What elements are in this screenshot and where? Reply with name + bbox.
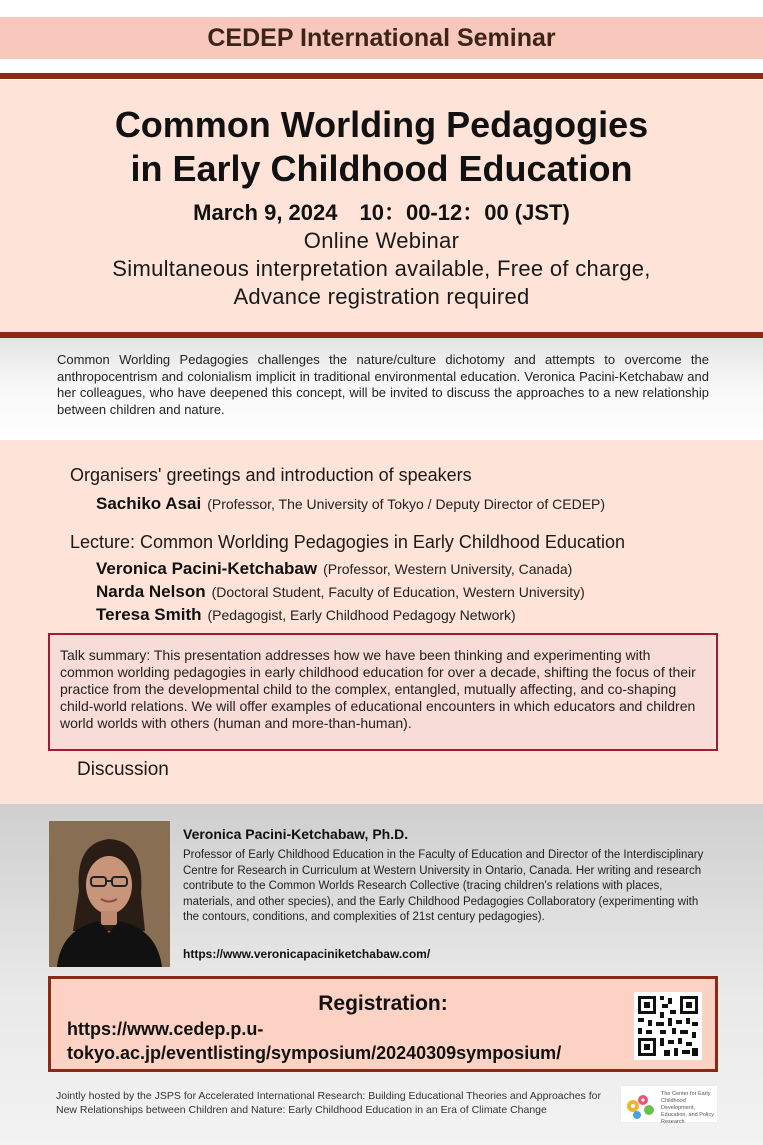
footer-credit: Jointly hosted by the JSPS for Accelerated International Research: Building Educational Theories and Approaches for New Relationships between Children and Nature: Early Childhood Education in an Era of Climate Change: [56, 1090, 601, 1116]
speaker-role: (Doctoral Student, Faculty of Education, Western University): [211, 584, 585, 600]
event-date: March 9, 2024: [193, 200, 338, 225]
speaker-website-link[interactable]: https://www.veronicapaciniketchabaw.com/: [183, 947, 431, 961]
cedep-logo: [620, 1085, 718, 1123]
speaker-role: (Professor, Western University, Canada): [323, 561, 573, 577]
event-datetime: [0, 196, 763, 227]
event-title-line1: Common Worlding Pedagogies: [114, 104, 649, 145]
program-item-greetings: Organisers' greetings and introduction of speakers: [70, 465, 472, 485]
registration-heading: Registration:: [318, 992, 448, 1015]
program-item-discussion: Discussion: [77, 759, 169, 780]
speaker-name: Sachiko Asai: [96, 494, 202, 513]
event-notes: Simultaneous interpretation available, Free of charge,: [112, 256, 651, 281]
speaker-bio-text: Professor of Early Childhood Education in the Faculty of Education and Director of the Interdisciplinary Centre for Research in Curriculum at Western University in Ontario, Canada. Her writing and research contribute to the Common Worlds Research Collective (tracing children's relations with places, materials, and other species), and the Early Childhood Pedagogies Collaboratory (experimenting with the contours, conditions, and complexities of 21st century pedagogies).: [183, 849, 704, 923]
qr-code-icon[interactable]: [634, 992, 702, 1060]
program-section: [0, 440, 763, 804]
speaker-role: (Pedagogist, Early Childhood Pedagogy Network): [207, 607, 516, 623]
hero-section: [0, 80, 763, 332]
seminar-banner: [0, 17, 763, 59]
intro-section: [0, 338, 763, 440]
seminar-label: CEDEP International Seminar: [207, 23, 556, 52]
speaker-name: Veronica Pacini-Ketchabaw: [96, 559, 318, 578]
speaker-veronica: [96, 559, 572, 579]
speaker-role: (Professor, The University of Tokyo / Deputy Director of CEDEP): [207, 496, 606, 512]
speaker-narda: [96, 582, 585, 602]
program-item-lecture: Lecture: Common Worlding Pedagogies in Early Childhood Education: [70, 532, 625, 552]
speaker-name: Teresa Smith: [96, 605, 202, 624]
logo-text: The Center for Early Childhood Development, Education, and Policy Research: [661, 1091, 714, 1125]
event-title-line2: in Early Childhood Education: [130, 148, 633, 189]
divider-line: [0, 73, 763, 79]
speaker-name: Narda Nelson: [96, 582, 206, 601]
speaker-teresa: [96, 605, 516, 625]
registration-box: [48, 976, 718, 1072]
talk-summary-box: Talk summary: This presentation addresses how we have been thinking and experimenting with common worlding pedagogies in early childhood education for over a decade, shifting the focus of their practice from the developmental child to the complex, entangled, mutually affecting, and co-shaping child-world relations. We will offer examples of educational encounters in which educators and children world worlds with others (human and more-than-human).: [48, 633, 718, 751]
registration-link[interactable]: https://www.cedep.p.u-tokyo.ac.jp/eventlisting/symposium/20240309symposium/: [67, 1019, 562, 1063]
speaker-bio-name: Veronica Pacini-Ketchabaw, Ph.D.: [183, 826, 409, 842]
event-registration-note: Advance registration required: [233, 284, 530, 309]
intro-text: Common Worlding Pedagogies challenges the nature/culture dichotomy and attempts to overcome the anthropocentrism and colonialism implicit in traditional environmental education. Veronica Pacini-Ketchabaw and her colleagues, who have deepened this concept, will be invited to discuss the approaches to a new relationship between children and nature.: [57, 352, 709, 417]
speaker-sachiko-asai: [96, 494, 605, 514]
speaker-photo: [49, 821, 170, 967]
event-format: Online Webinar: [303, 228, 460, 253]
event-time: 10：00-12：00 (JST): [359, 200, 570, 225]
